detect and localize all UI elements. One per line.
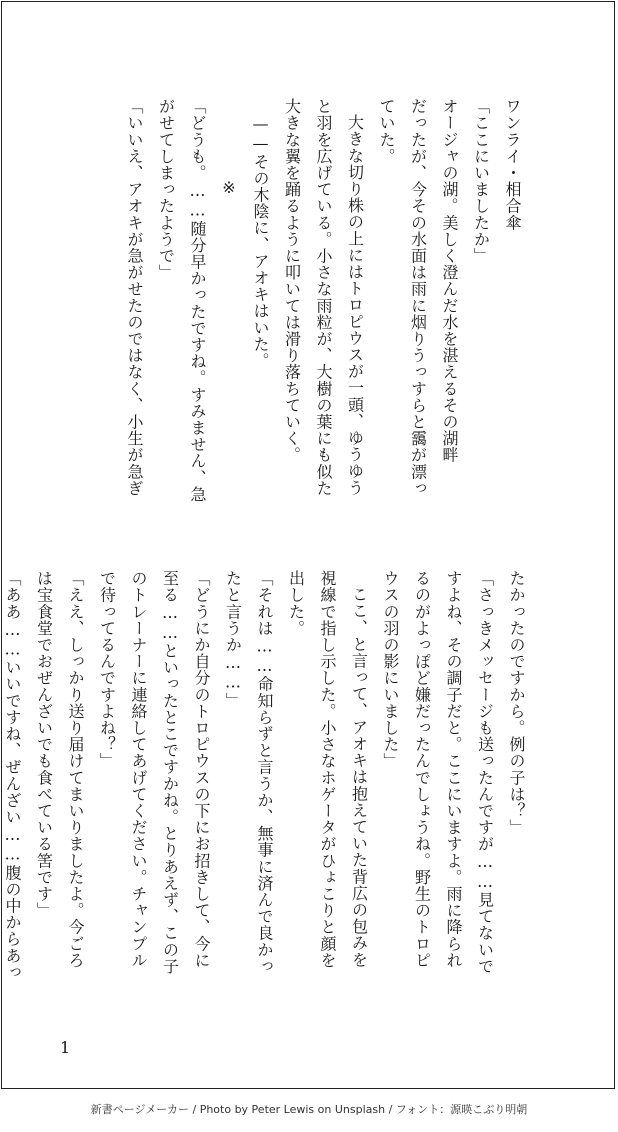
text-line: 視線で指し示した。小さなホゲータがひょこりと顔を	[318, 570, 337, 969]
text-line: ——その木陰に、アオキはいた。	[251, 114, 270, 369]
text-line: 「それは……命知らずと言うか、無事に済んで良かっ	[255, 570, 274, 975]
text-line: 「どうにか自分のトロピウスの下にお招きして、今に	[192, 570, 211, 969]
text-line: 「どうも。……随分早かったですね。すみません、急	[188, 98, 207, 503]
text-line: ウスの羽の影にいました」	[381, 570, 400, 770]
text-line: は宝食堂でおぜんざいでも食べている筈です」	[34, 570, 54, 919]
text-line: で待ってるんですよね？」	[97, 570, 117, 770]
text-line: のトレーナーに連絡してあげてください。チャンプル	[129, 570, 148, 969]
text-line: たかったのですから。例の子は？」	[507, 570, 526, 836]
text-line: 「いいえ、アオキが急がせたのではなく、小生が急ぎ	[125, 98, 144, 497]
text-line: 「ええ、しっかり送り届けてまいりましたよ。今ごろ	[66, 570, 85, 969]
text-line: 「ああ……いいですね、ぜんざい……腹の中からあっ	[3, 570, 22, 981]
upper-text-block	[119, 98, 529, 528]
text-line: がせてしまったようで」	[156, 98, 176, 281]
credit-footer: 新書ページメーカー / Photo by Peter Lewis on Unsplash / フォント：源暎こぶり明朝	[90, 1103, 528, 1116]
text-line: 至る……といったとこですかね。とりあえず、この子	[160, 570, 180, 975]
story-title: ワンライ・相合傘	[503, 98, 522, 231]
text-line: オージャの湖。美しく澄んだ水を湛えるその湖畔	[440, 98, 459, 464]
text-line: たと言うか……」	[223, 570, 243, 709]
text-line: 「ここにいましたか」	[471, 98, 491, 264]
page-frame	[1, 1, 615, 1089]
text-line: ここ、と言って、アオキは抱えていた背広の包みを	[349, 586, 369, 968]
text-line: 大きな切り株の上にはトロピウスが一頭、ゆうゆう	[345, 114, 365, 496]
text-line: 出した。	[286, 570, 306, 637]
page-number: 1	[60, 1038, 71, 1057]
section-mark: ※	[219, 178, 239, 198]
text-line: ていた。	[377, 98, 396, 165]
text-line: すよね、その調子だと。ここにいますよ。雨に降られ	[444, 570, 463, 969]
text-line: 「さっきメッセージも送ったんですが……見てないで	[475, 570, 495, 975]
text-line: 大きな翼を踊るように叩いては滑り落ちていく。	[282, 98, 302, 464]
text-line: るのがよっぽど嫌だったんでしょうね。野生のトロピ	[412, 570, 432, 969]
text-line: だったが、今その水面は雨に烟りうっすらと靄が漂っ	[408, 98, 428, 497]
text-line: と羽を広げている。小さな雨粒が、大樹の葉にも似た	[314, 98, 333, 497]
lower-text-block	[0, 570, 532, 1000]
